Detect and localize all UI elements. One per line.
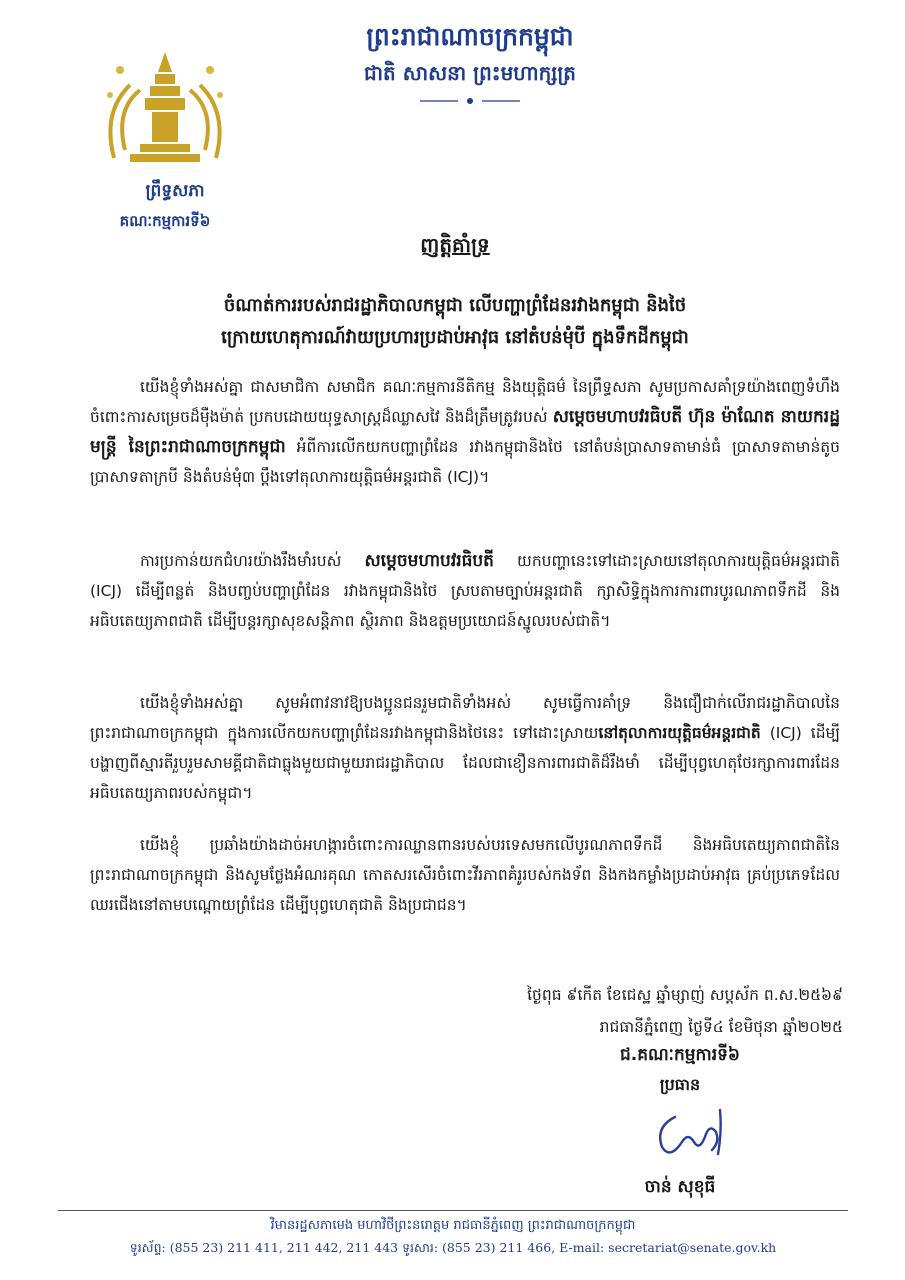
place-date: រាជធានីភ្នំពេញ ថ្ងៃទី៤ ខែមិថុនា ឆ្នាំ២០២៥ — [599, 1018, 843, 1036]
p3-text-c: (ICJ) ដើម្បីបង្ហាញពីស្មារតីរួបរួមសាមគ្គីជាតិជាធ្លុងមួយជាមួយរាជរដ្ឋាភិបាល ដែលជាខឿនការពារជាតិដ៏រឹងមាំ ដើម្បីបុព្វហេតុថែរក្សាការពារដែនអធិបតេយ្យភាពរបស់កម្ពុជា។ — [90, 724, 840, 802]
document-subject — [60, 290, 850, 354]
on-behalf-of: ជ.គណៈកម្មការទី៦ — [620, 1045, 740, 1065]
commission-name: គណៈកម្មការទី៦ — [119, 212, 211, 230]
p2-text-a: ការប្រកាន់យកជំហរយ៉ាងរឹងមាំរបស់ — [140, 552, 365, 570]
ornament-divider — [420, 96, 520, 106]
signatory-role: ប្រធាន — [659, 1075, 701, 1094]
senate-emblem-icon — [100, 50, 230, 175]
p1-emphasis: សម្តេចមហាបវរធិបតី ហ៊ុន ម៉ាណែត នាយករដ្ឋមន្ត្រី នៃព្រះរាជាណាចក្រកម្ពុជា — [90, 407, 840, 457]
national-motto: ជាតិ សាសនា ព្រះមហាក្សត្រ — [364, 61, 576, 85]
institution-name: ព្រឹទ្ធសភា — [145, 181, 205, 201]
body-paragraph-4: យើងខ្ញុំ ប្រឆាំងយ៉ាងដាច់អហង្ការចំពោះការឈ្លានពានរបស់បរទេសមកលើបូរណភាពទឹកដី និងអធិបតេយ្យភាពជាតិនៃព្រះរាជាណាចក្រកម្ពុជា និងសូមថ្លែងអំណរគុណ កោតសរសើរចំពោះវីរភាពគំរូរបស់កងទ័ព និងកងកម្លាំងប្រដាប់អាវុធ គ្រប់ប្រភេទដែលឈរជើងនៅតាមបណ្តោយព្រំដែន ដើម្បីបុព្វហេតុជាតិ និងប្រជាជន។ — [90, 836, 840, 914]
p3-emphasis: នៅតុលាការយុត្តិធម៌អន្តរជាតិ — [598, 724, 761, 742]
p1-text-c: អំពីការលើកយកបញ្ហាព្រំដែន រវាងកម្ពុជានិងថៃ នៅតំបន់ប្រាសាទតាមាន់ធំ ប្រាសាទតាមាន់តូច ប្រាសាទតាក្របី និងតំបន់មុំ៣ ប្តឹងទៅតុលាការយុត្តិធម៌អន្តរជាតិ (ICJ)។ — [90, 438, 840, 486]
body-paragraph-1 — [90, 372, 840, 492]
footer-address: វិមានរដ្ឋសភាមេង មហាវិថីព្រះនរោត្តម រាជធានីភ្នំពេញ ព្រះរាជាណាចក្រកម្ពុជា — [270, 1218, 636, 1233]
body-paragraph-3 — [90, 688, 840, 808]
signatory-name: ចាន់ សុខុធី — [644, 1177, 716, 1197]
body-paragraph-2 — [90, 546, 840, 636]
p2-emphasis: សម្តេចមហាបវរធិបតី — [364, 551, 494, 571]
signature-icon — [650, 1102, 740, 1162]
footer-divider — [58, 1210, 848, 1211]
kingdom-heading: ព្រះរាជាណាចក្រកម្ពុជា — [366, 22, 574, 51]
footer-contact: ទូរស័ព្ទ: (855 23) 211 411, 211 442, 211 443 ទូរសារ: (855 23) 211 466, E-mail: secretariat@senate.gov.kh — [129, 1240, 777, 1255]
subject-line-2: ក្រោយហេតុការណ៍វាយប្រហារប្រដាប់អាវុធ នៅតំបន់មុំបី ក្នុងទឹកដីកម្ពុជា — [221, 327, 689, 348]
document-title: ញត្តិគាំទ្រ — [420, 233, 490, 257]
subject-line-1: ចំណាត់ការរបស់រាជរដ្ឋាភិបាលកម្ពុជា លើបញ្ហាព្រំដែនរវាងកម្ពុជា និងថៃ — [223, 295, 687, 316]
p2-text-c: យកបញ្ហានេះទៅដោះស្រាយនៅតុលាការយុត្តិធម៌អន្តរជាតិ (ICJ) ដើម្បីពន្លត់ និងបញ្ចប់បញ្ហាព្រំដែន រវាងកម្ពុជានិងថៃ ស្របតាមច្បាប់អន្តរជាតិ ក្សាសិទ្ធិក្នុងការការពារបូរណភាពទឹកដី និងអធិបតេយ្យភាពជាតិ ដើម្បីបន្តរក្សាសុខសន្តិភាព ស្ថិរភាព និងឧត្តមប្រយោជន៍ស្នូលរបស់ជាតិ។ — [90, 552, 841, 630]
p1-text-a: យើងខ្ញុំទាំងអស់គ្នា ជាសមាជិកា សមាជិក គណៈកម្មការនីតិកម្ម និងយុត្តិធម៌ នៃព្រឹទ្ធសភា សូមប្រកាសគាំទ្រយ៉ាងពេញទំហឹងចំពោះការសម្រេចដ៏ម៉ឺងម៉ាត់ ប្រកបដោយយុទ្ធសាស្ត្រដ៏ឈ្លាសវៃ និងដ៏ត្រឹមត្រូវរបស់ — [90, 378, 840, 426]
p3-text-a: យើងខ្ញុំទាំងអស់គ្នា សូមអំពាវនាវឱ្យបងប្អូនជនរួមជាតិទាំងអស់ សូមធ្វើការគាំទ្រ និងជឿជាក់លើរាជរដ្ឋាភិបាលនៃព្រះរាជាណាចក្រកម្ពុជា ក្នុងការលើកយកបញ្ហាព្រំដែនរវាងកម្ពុជានិងថៃនេះ ទៅដោះស្រាយ — [90, 694, 840, 742]
lunar-date: ថ្ងៃពុធ ៩កើត ខែជេស្ឋ ឆ្នាំម្សាញ់ សប្តស័ក ព.ស.២៥៦៩ — [527, 986, 843, 1004]
